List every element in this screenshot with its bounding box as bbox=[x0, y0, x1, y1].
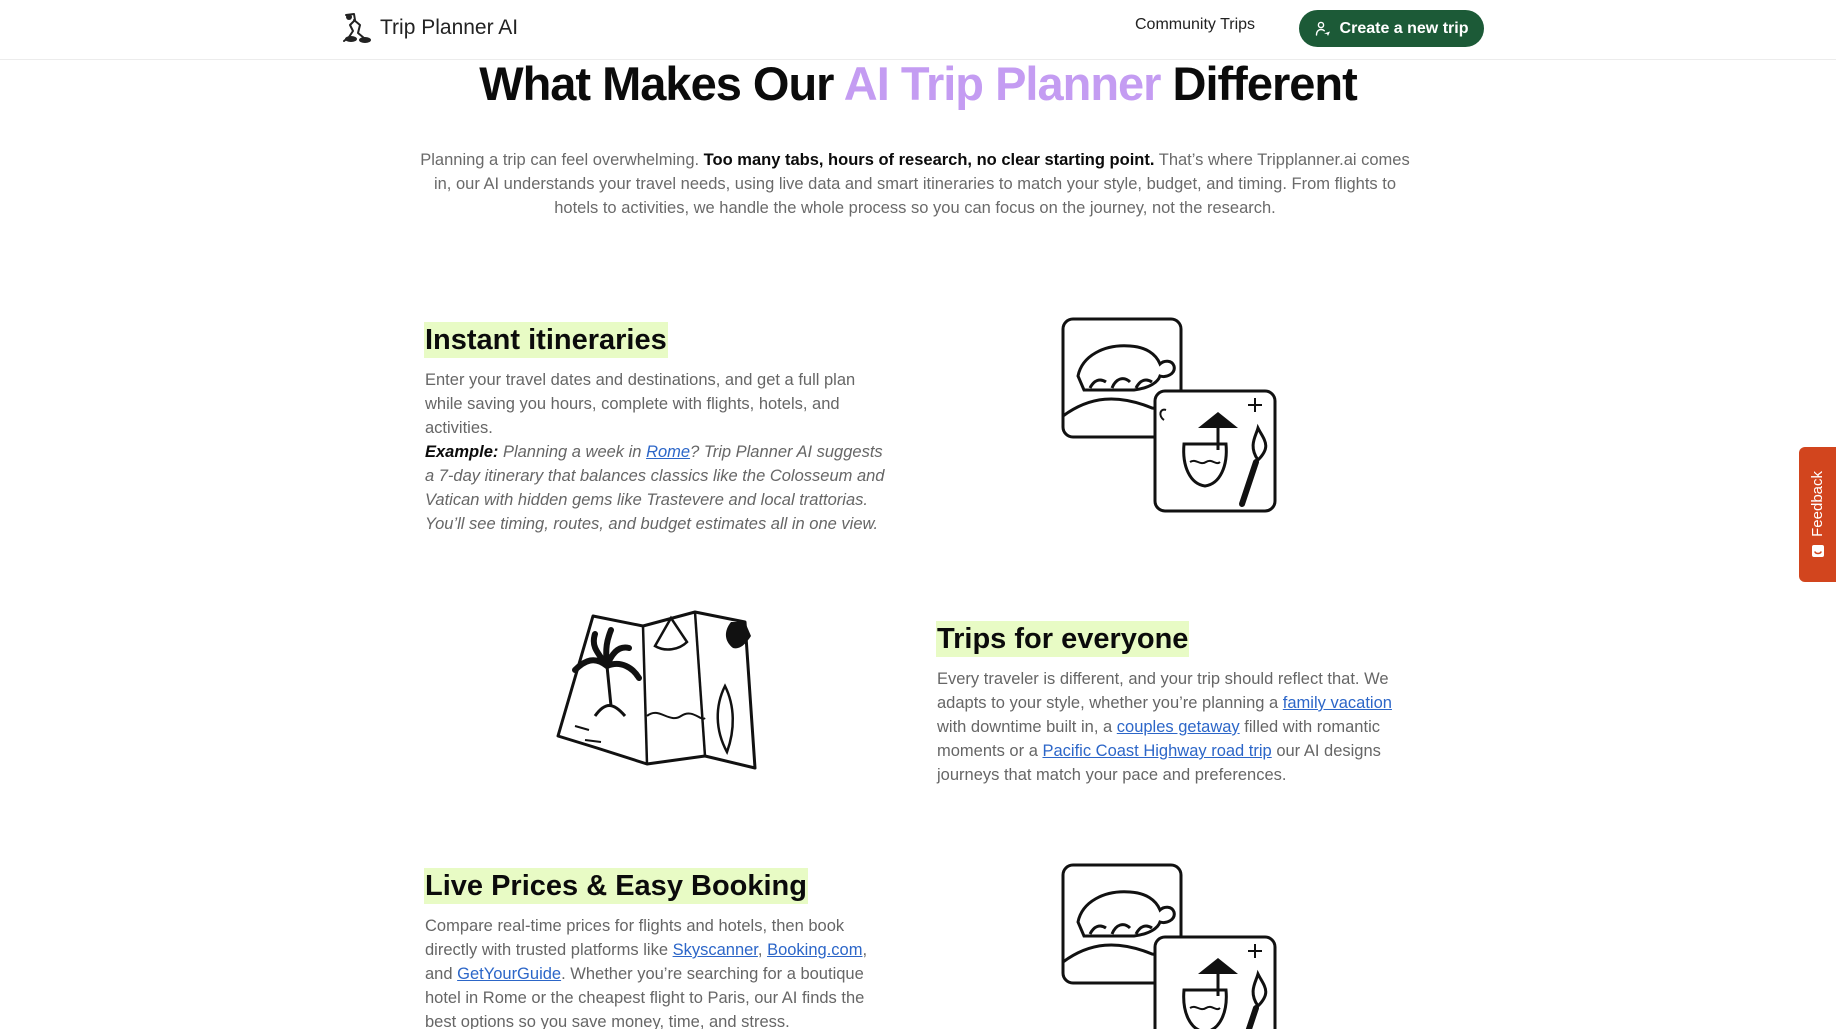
top-header bbox=[0, 0, 1836, 60]
feature-3-text-2: . Whether you’re searching for a boutique hotel in Rome or the cheapest flight to Paris, our AI finds the best options so you save money, time, and stress. bbox=[425, 965, 865, 1029]
section-title bbox=[0, 56, 1836, 111]
example-text-1: Planning a week in bbox=[498, 443, 647, 461]
feature-2-text-1: Every traveler is different, and your trip should reflect that. We adapts to your style, whether you’re planning a bbox=[937, 670, 1389, 712]
feedback-label: Feedback bbox=[1809, 470, 1826, 537]
couples-getaway-link[interactable]: couples getaway bbox=[1116, 718, 1240, 736]
trip-planner-logo-icon bbox=[340, 11, 374, 45]
brand-name: Trip Planner AI bbox=[380, 16, 519, 39]
feature-title-live-prices: Live Prices & Easy Booking bbox=[425, 870, 807, 902]
user-plane-icon bbox=[1315, 21, 1331, 37]
feature-3-text-1: Compare real-time prices for flights and hotels, then book directly with trusted platforms like bbox=[425, 917, 845, 959]
title-after: Different bbox=[1160, 57, 1357, 110]
title-accent: AI Trip Planner bbox=[843, 57, 1161, 110]
travel-cards-illustration-icon bbox=[1060, 316, 1280, 514]
brand-link[interactable] bbox=[340, 10, 518, 46]
feature-2-text-3: filled with romantic moments or a bbox=[937, 718, 1380, 760]
feature-2-text-2: with downtime built in, a bbox=[937, 718, 1117, 736]
feature-2-text-4: our AI designs journeys that match your pace and preferences. bbox=[937, 742, 1381, 784]
rome-link[interactable]: Rome bbox=[646, 443, 691, 461]
intro-text-1: Planning a trip can feel overwhelming. bbox=[420, 151, 704, 169]
folded-map-illustration-icon bbox=[555, 606, 760, 770]
intro-paragraph bbox=[415, 148, 1415, 220]
feedback-tab[interactable] bbox=[1799, 447, 1836, 582]
example-text-2: ? Trip Planner AI suggests a 7-day itinerary that balances classics like the Colosseum and Vatican with hidden gems like Trastevere and local trattorias. You’ll see timing, routes, and budget estimates all in one view. bbox=[425, 443, 885, 533]
feature-text-trips-for-everyone bbox=[937, 667, 1407, 787]
feature-1-description: Enter your travel dates and destinations, and get a full plan while saving you hours, complete with flights, hotels, and activities. bbox=[425, 371, 856, 437]
intro-bold: Too many tabs, hours of research, no clear starting point. bbox=[703, 151, 1155, 169]
create-new-trip-label: Create a new trip bbox=[1339, 19, 1469, 37]
feature-3-sep-1: , bbox=[757, 941, 768, 959]
travel-cards-illustration-icon bbox=[1060, 862, 1280, 1029]
feature-1-example bbox=[425, 443, 884, 533]
feature-title-instant-itineraries: Instant itineraries bbox=[425, 324, 667, 356]
feature-text-live-prices bbox=[425, 914, 885, 1029]
feature-text-instant-itineraries bbox=[425, 368, 895, 536]
intro-text-2: That’s where Tripplanner.ai comes in, our AI understands your travel needs, using live data and smart itineraries to match your style, budget, and timing. From flights to hotels to activities, we handle the whole process so you can focus on the journey, not the research. bbox=[433, 151, 1410, 217]
skyscanner-link[interactable]: Skyscanner bbox=[672, 941, 758, 959]
title-before: What Makes Our bbox=[479, 57, 844, 110]
example-label: Example: bbox=[425, 443, 499, 461]
pacific-coast-road-trip-link[interactable]: Pacific Coast Highway road trip bbox=[1042, 742, 1272, 760]
getyourguide-link[interactable]: GetYourGuide bbox=[457, 965, 562, 983]
family-vacation-link[interactable]: family vacation bbox=[1282, 694, 1392, 712]
booking-com-link[interactable]: Booking.com bbox=[767, 941, 863, 959]
nav-community-trips[interactable]: Community Trips bbox=[1135, 16, 1256, 33]
feature-title-trips-for-everyone: Trips for everyone bbox=[937, 623, 1189, 655]
create-new-trip-button[interactable] bbox=[1299, 10, 1484, 47]
feedback-chat-icon bbox=[1811, 544, 1825, 558]
feature-3-sep-2: , and bbox=[425, 941, 868, 983]
